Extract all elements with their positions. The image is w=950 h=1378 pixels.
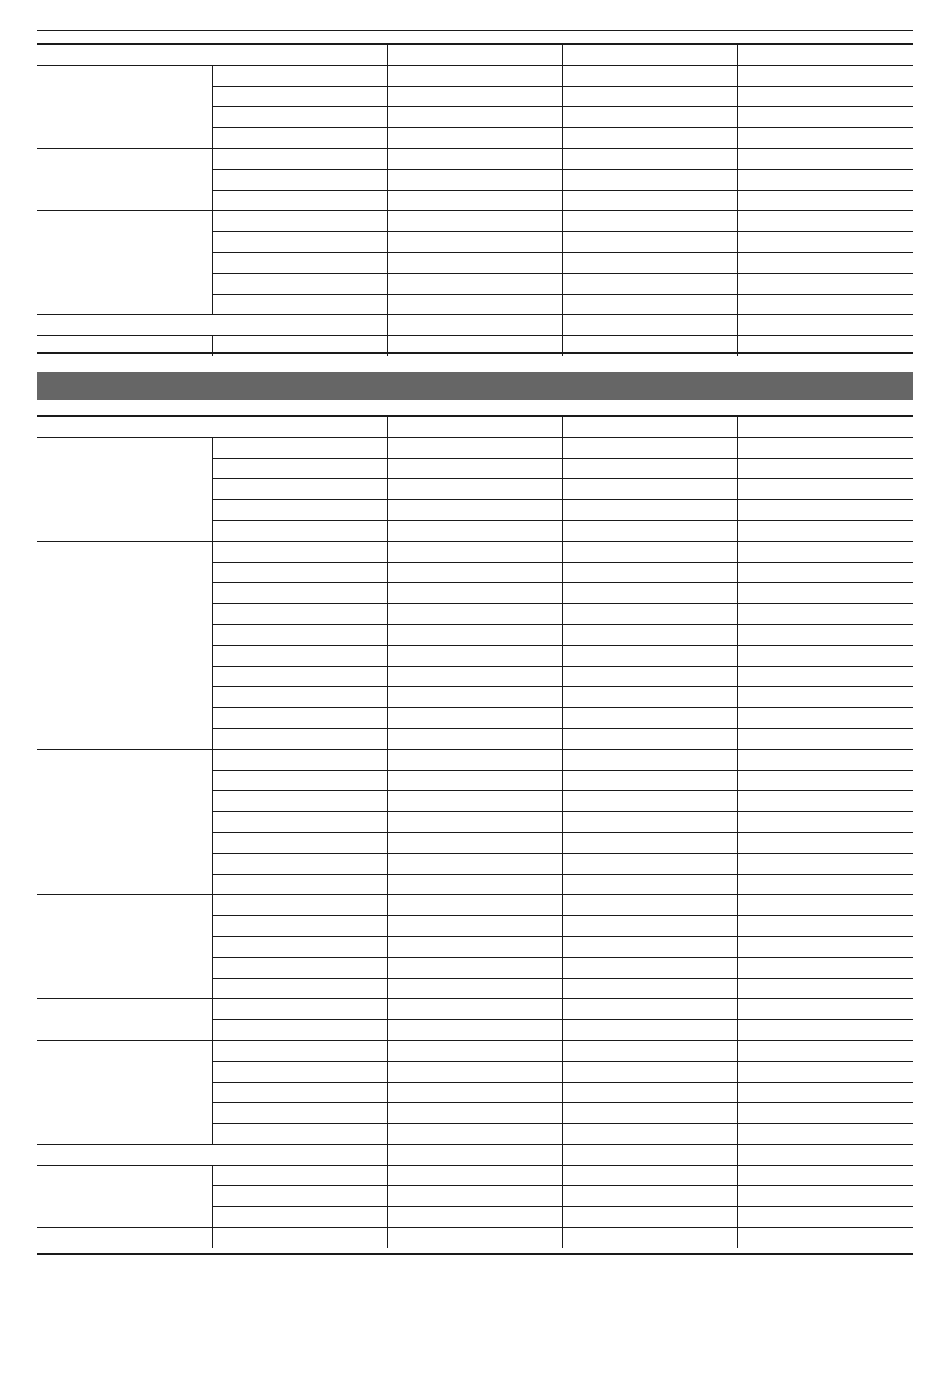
sub-label-cell <box>212 728 387 749</box>
value-cell <box>737 190 913 211</box>
sub-label-cell <box>212 936 387 957</box>
spec-table-1 <box>37 45 913 356</box>
value-cell <box>562 458 737 479</box>
sub-label-cell <box>212 232 387 253</box>
value-cell <box>562 1061 737 1082</box>
sub-label-cell <box>212 853 387 874</box>
value-cell <box>737 832 913 853</box>
value-cell <box>737 541 913 562</box>
table-row <box>37 315 913 336</box>
value-cell <box>387 583 562 604</box>
value-cell <box>737 86 913 107</box>
sub-label-cell <box>212 86 387 107</box>
sub-label-cell <box>212 520 387 541</box>
value-cell <box>562 1228 737 1248</box>
value-cell <box>562 1040 737 1061</box>
value-cell <box>562 583 737 604</box>
group-label-cell <box>37 895 212 999</box>
value-cell <box>387 604 562 625</box>
value-cell <box>737 107 913 128</box>
value-cell <box>737 252 913 273</box>
sub-label-cell <box>212 128 387 149</box>
value-cell <box>387 65 562 86</box>
value-cell <box>387 520 562 541</box>
value-cell <box>387 107 562 128</box>
value-cell <box>387 458 562 479</box>
value-cell <box>737 1020 913 1041</box>
value-cell <box>562 1165 737 1186</box>
value-cell <box>737 232 913 253</box>
value-cell <box>387 936 562 957</box>
value-cell <box>562 687 737 708</box>
value-cell <box>737 1124 913 1145</box>
sub-label-cell <box>212 957 387 978</box>
sub-label-cell <box>212 749 387 770</box>
section-band <box>37 372 913 400</box>
sub-label-cell <box>212 624 387 645</box>
value-cell <box>737 562 913 583</box>
value-cell <box>737 315 913 336</box>
header-cell-4 <box>562 417 737 437</box>
spec-table-2 <box>37 417 913 1248</box>
table-row <box>37 148 913 169</box>
header-cell-3 <box>387 417 562 437</box>
value-cell <box>737 645 913 666</box>
value-cell <box>387 874 562 895</box>
value-cell <box>737 1207 913 1228</box>
value-cell <box>387 749 562 770</box>
value-cell <box>387 86 562 107</box>
value-cell <box>387 832 562 853</box>
value-cell <box>387 541 562 562</box>
value-cell <box>387 1207 562 1228</box>
value-cell <box>737 1040 913 1061</box>
table-row <box>37 1144 913 1165</box>
sub-label-cell <box>212 562 387 583</box>
value-cell <box>387 916 562 937</box>
value-cell <box>737 666 913 687</box>
value-cell <box>562 812 737 833</box>
header-cell-5 <box>737 45 913 65</box>
value-cell <box>562 853 737 874</box>
sub-label-cell <box>212 479 387 500</box>
value-cell <box>737 169 913 190</box>
sub-label-cell <box>212 708 387 729</box>
sub-label-cell <box>212 978 387 999</box>
value-cell <box>562 232 737 253</box>
sub-label-cell <box>212 294 387 315</box>
value-cell <box>387 791 562 812</box>
value-cell <box>562 190 737 211</box>
value-cell <box>387 169 562 190</box>
value-cell <box>562 211 737 232</box>
group-label-cell <box>37 999 212 1041</box>
sub-label-cell <box>212 1186 387 1207</box>
value-cell <box>737 916 913 937</box>
sub-label-cell <box>212 1020 387 1041</box>
sub-label-cell <box>212 65 387 86</box>
value-cell <box>562 708 737 729</box>
value-cell <box>562 604 737 625</box>
value-cell <box>562 107 737 128</box>
value-cell <box>387 1020 562 1041</box>
value-cell <box>387 479 562 500</box>
value-cell <box>737 1082 913 1103</box>
table-header-row <box>37 417 913 437</box>
value-cell <box>562 169 737 190</box>
value-cell <box>737 1165 913 1186</box>
table-row <box>37 437 913 458</box>
value-cell <box>737 273 913 294</box>
value-cell <box>737 1186 913 1207</box>
value-cell <box>387 1124 562 1145</box>
value-cell <box>562 1020 737 1041</box>
value-cell <box>562 148 737 169</box>
sub-label-cell <box>212 791 387 812</box>
value-cell <box>562 936 737 957</box>
value-cell <box>562 1082 737 1103</box>
group-label-cell <box>37 148 212 210</box>
group-label-cell <box>37 749 212 895</box>
value-cell <box>387 437 562 458</box>
value-cell <box>562 500 737 521</box>
table2-bottom-rule <box>37 1253 913 1255</box>
sub-label-cell <box>212 687 387 708</box>
value-cell <box>737 583 913 604</box>
group-label-cell <box>37 211 212 315</box>
sub-label-cell <box>212 273 387 294</box>
value-cell <box>737 624 913 645</box>
value-cell <box>387 812 562 833</box>
value-cell <box>737 895 913 916</box>
sub-label-cell <box>212 812 387 833</box>
value-cell <box>562 1124 737 1145</box>
value-cell <box>562 128 737 149</box>
value-cell <box>737 458 913 479</box>
value-cell <box>387 190 562 211</box>
value-cell <box>737 999 913 1020</box>
value-cell <box>562 252 737 273</box>
value-cell <box>387 728 562 749</box>
value-cell <box>562 273 737 294</box>
value-cell <box>562 770 737 791</box>
value-cell <box>737 604 913 625</box>
value-cell <box>737 148 913 169</box>
value-cell <box>562 624 737 645</box>
group-label-cell <box>37 1228 212 1248</box>
value-cell <box>737 708 913 729</box>
value-cell <box>737 479 913 500</box>
table-header-row <box>37 45 913 65</box>
value-cell <box>737 770 913 791</box>
value-cell <box>387 294 562 315</box>
value-cell <box>737 500 913 521</box>
value-cell <box>387 895 562 916</box>
value-cell <box>387 252 562 273</box>
sub-label-cell <box>212 169 387 190</box>
sub-label-cell <box>212 583 387 604</box>
table-row <box>37 749 913 770</box>
sub-label-cell <box>212 1103 387 1124</box>
header-cell-5 <box>737 417 913 437</box>
value-cell <box>387 1165 562 1186</box>
value-cell <box>387 273 562 294</box>
value-cell <box>737 853 913 874</box>
sub-label-cell <box>212 1165 387 1186</box>
value-cell <box>562 749 737 770</box>
value-cell <box>562 957 737 978</box>
value-cell <box>562 978 737 999</box>
value-cell <box>387 500 562 521</box>
value-cell <box>562 832 737 853</box>
group-label-cell <box>37 65 212 148</box>
value-cell <box>737 728 913 749</box>
table-row <box>37 1165 913 1186</box>
sub-label-cell <box>212 252 387 273</box>
value-cell <box>562 1207 737 1228</box>
sub-label-cell <box>212 458 387 479</box>
sub-label-cell <box>212 895 387 916</box>
value-cell <box>737 791 913 812</box>
value-cell <box>387 1040 562 1061</box>
value-cell <box>562 666 737 687</box>
value-cell <box>562 1144 737 1165</box>
value-cell <box>562 294 737 315</box>
value-cell <box>562 562 737 583</box>
table-row <box>37 895 913 916</box>
value-cell <box>737 128 913 149</box>
value-cell <box>737 65 913 86</box>
sub-label-cell <box>212 832 387 853</box>
value-cell <box>737 1061 913 1082</box>
value-cell <box>737 1144 913 1165</box>
value-cell <box>387 770 562 791</box>
value-cell <box>387 708 562 729</box>
value-cell <box>387 1082 562 1103</box>
header-cell-1 <box>37 417 387 437</box>
merged-label-cell <box>37 1144 387 1165</box>
value-cell <box>562 999 737 1020</box>
value-cell <box>562 541 737 562</box>
group-label-cell <box>37 1040 212 1144</box>
table-row <box>37 65 913 86</box>
sub-label-cell <box>212 107 387 128</box>
value-cell <box>387 232 562 253</box>
value-cell <box>562 728 737 749</box>
value-cell <box>562 315 737 336</box>
value-cell <box>562 520 737 541</box>
value-cell <box>562 916 737 937</box>
value-cell <box>737 520 913 541</box>
value-cell <box>737 294 913 315</box>
value-cell <box>737 936 913 957</box>
value-cell <box>562 791 737 812</box>
top-thin-rule <box>37 30 913 31</box>
value-cell <box>737 1228 913 1248</box>
value-cell <box>562 1186 737 1207</box>
value-cell <box>737 749 913 770</box>
value-cell <box>737 437 913 458</box>
value-cell <box>387 999 562 1020</box>
value-cell <box>387 853 562 874</box>
value-cell <box>562 874 737 895</box>
table-row <box>37 211 913 232</box>
value-cell <box>562 895 737 916</box>
header-cell-3 <box>387 45 562 65</box>
sub-label-cell <box>212 604 387 625</box>
value-cell <box>387 1103 562 1124</box>
value-cell <box>562 86 737 107</box>
sub-label-cell <box>212 190 387 211</box>
value-cell <box>737 978 913 999</box>
sub-label-cell <box>212 437 387 458</box>
sub-label-cell <box>212 770 387 791</box>
value-cell <box>737 812 913 833</box>
sub-label-cell <box>212 211 387 232</box>
sub-label-cell <box>212 1082 387 1103</box>
value-cell <box>562 479 737 500</box>
group-label-cell <box>37 1165 212 1227</box>
header-cell-1 <box>37 45 387 65</box>
table-row <box>37 999 913 1020</box>
value-cell <box>737 211 913 232</box>
value-cell <box>387 562 562 583</box>
value-cell <box>737 687 913 708</box>
sub-label-cell <box>212 541 387 562</box>
table-row <box>37 1040 913 1061</box>
value-cell <box>387 645 562 666</box>
value-cell <box>387 211 562 232</box>
value-cell <box>387 1228 562 1248</box>
sub-label-cell <box>212 874 387 895</box>
value-cell <box>737 1103 913 1124</box>
table-row <box>37 1228 913 1248</box>
value-cell <box>387 128 562 149</box>
value-cell <box>562 437 737 458</box>
value-cell <box>562 645 737 666</box>
sub-label-cell <box>212 999 387 1020</box>
value-cell <box>387 1144 562 1165</box>
table1-bottom-rule <box>37 352 913 354</box>
sub-label-cell <box>212 1207 387 1228</box>
value-cell <box>387 957 562 978</box>
table-row <box>37 541 913 562</box>
group-label-cell <box>37 541 212 749</box>
group-label-cell <box>37 437 212 541</box>
sub-label-cell <box>212 500 387 521</box>
value-cell <box>562 65 737 86</box>
sub-label-cell <box>212 1040 387 1061</box>
sub-label-cell <box>212 666 387 687</box>
value-cell <box>387 1061 562 1082</box>
value-cell <box>387 687 562 708</box>
header-cell-4 <box>562 45 737 65</box>
sub-label-cell <box>212 1061 387 1082</box>
value-cell <box>387 666 562 687</box>
value-cell <box>387 624 562 645</box>
sub-label-cell <box>212 1124 387 1145</box>
value-cell <box>737 874 913 895</box>
value-cell <box>562 1103 737 1124</box>
value-cell <box>737 957 913 978</box>
sub-label-cell <box>212 916 387 937</box>
value-cell <box>387 315 562 336</box>
sub-label-cell <box>212 645 387 666</box>
value-cell <box>387 148 562 169</box>
sub-label-cell <box>212 1228 387 1248</box>
merged-label-cell <box>37 315 387 336</box>
value-cell <box>387 1186 562 1207</box>
value-cell <box>387 978 562 999</box>
sub-label-cell <box>212 148 387 169</box>
